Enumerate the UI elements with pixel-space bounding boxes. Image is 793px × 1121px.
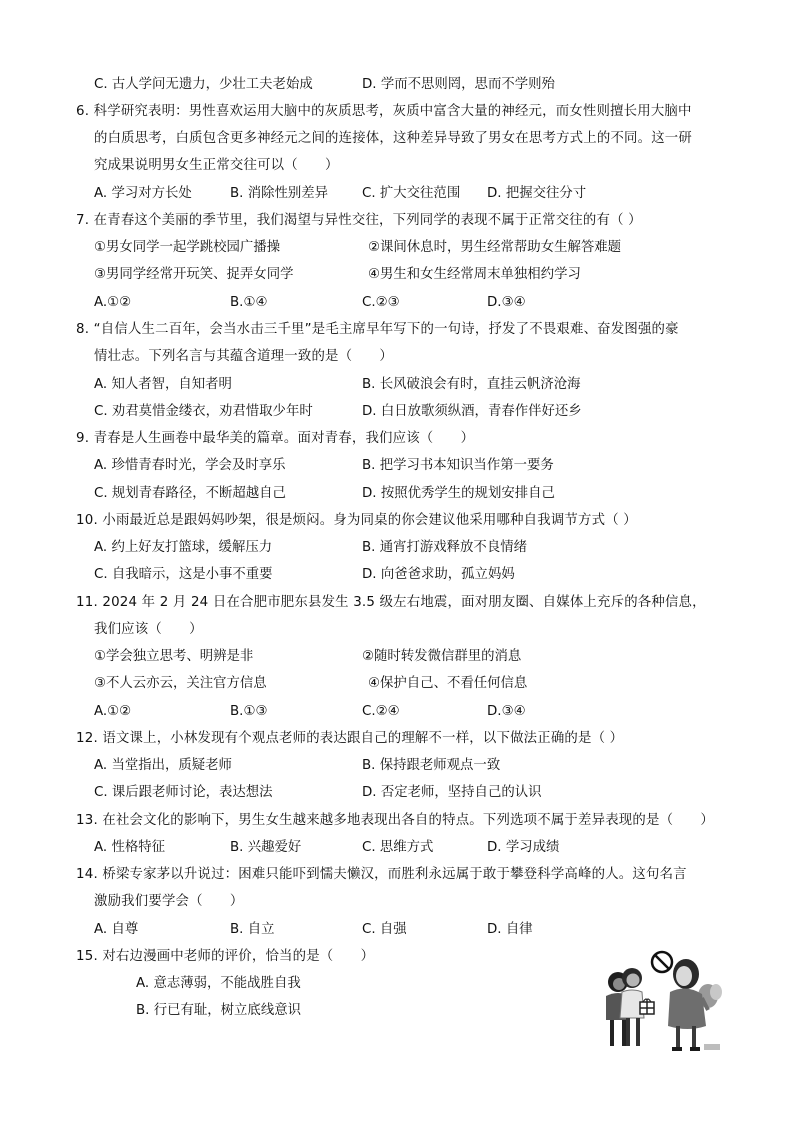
statement-4: ④男生和女生经常周末单独相约学习	[368, 267, 581, 282]
option-d: D. 自律	[487, 922, 533, 937]
option-c: C. 课后跟老师讨论，表达想法	[94, 785, 273, 800]
option-b: B. 消除性别差异	[230, 186, 329, 201]
statement-3: ③男同学经常开玩笑、捉弄女同学	[94, 267, 294, 282]
option-b: B. 长风破浪会有时，直挂云帆济沧海	[362, 377, 581, 392]
statement-3: ③不人云亦云，关注官方信息	[94, 676, 267, 691]
question-10-stem: 10. 小雨最近总是跟妈妈吵架，很是烦闷。身为同桌的你会建议他采用哪种自我调节方式（ ）	[76, 513, 637, 528]
option-b: B. 兴趣爱好	[230, 840, 302, 855]
option-d: D. 否定老师，坚持自己的认识	[362, 785, 542, 800]
option-a: A. 意志薄弱，不能战胜自我	[136, 976, 301, 991]
option-c: C. 劝君莫惜金缕衣，劝君惜取少年时	[94, 404, 313, 419]
option-d: D.③④	[487, 295, 526, 310]
option-d: D.③④	[487, 704, 526, 719]
option-b: B. 行已有耻，树立底线意识	[136, 1003, 301, 1018]
question-14-stem: 14. 桥梁专家茅以升说过：困难只能吓到懦夫懒汉，而胜利永远属于敢于攀登科学高峰的人。这句名言	[76, 867, 687, 882]
option-a: A. 性格特征	[94, 840, 165, 855]
question-11-stem-cont: 我们应该（ ）	[94, 622, 203, 637]
option-b: B.①④	[230, 295, 268, 310]
option-d: D. 把握交往分寸	[487, 186, 587, 201]
option-a: A. 知人者智，自知者明	[94, 377, 232, 392]
question-6-stem: 6. 科学研究表明：男性喜欢运用大脑中的灰质思考，灰质中富含大量的神经元，而女性则擅长用大脑中	[76, 104, 692, 119]
statement-1: ①学会独立思考、明辨是非	[94, 649, 254, 664]
option-c: C. 自我暗示，这是小事不重要	[94, 567, 273, 582]
option-a: A. 学习对方长处	[94, 186, 192, 201]
option-d: D. 按照优秀学生的规划安排自己	[362, 486, 555, 501]
option-b: B. 通宵打游戏释放不良情绪	[362, 540, 527, 555]
option-b: B. 保持跟老师观点一致	[362, 758, 501, 773]
option-a: A.①②	[94, 704, 132, 719]
option-c: C. 思维方式	[362, 840, 434, 855]
prohibition-icon	[652, 952, 672, 972]
option-c: C. 规划青春路径，不断超越自己	[94, 486, 286, 501]
question-9-stem: 9. 青春是人生画卷中最华美的篇章。面对青春，我们应该（ ）	[76, 431, 475, 446]
option-b: B.①③	[230, 704, 268, 719]
question-7-stem: 7. 在青春这个美丽的季节里，我们渴望与异性交往，下列同学的表现不属于正常交往的有（ ）	[76, 213, 642, 228]
option-c: C.②④	[362, 704, 400, 719]
option-c: C. 古人学问无遗力，少壮工夫老始成	[94, 77, 313, 92]
question-8-stem: 8. “自信人生二百年，会当水击三千里”是毛主席早年写下的一句诗，抒发了不畏艰难、奋发图强的豪	[76, 322, 679, 337]
question-12-stem: 12. 语文课上，小林发现有个观点老师的表达跟自己的理解不一样，以下做法正确的是（ ）	[76, 731, 624, 746]
question-13-stem: 13. 在社会文化的影响下，男生女生越来越多地表现出各自的特点。下列选项不属于差异表现的是（ ）	[76, 813, 714, 828]
cartoon-illustration	[598, 948, 728, 1058]
statement-4: ④保护自己、不看任何信息	[368, 676, 528, 691]
question-6-stem-cont: 究成果说明男女生正常交往可以（ ）	[94, 158, 339, 173]
option-d: D. 白日放歌须纵酒，青春作伴好还乡	[362, 404, 582, 419]
option-a: A.①②	[94, 295, 132, 310]
statement-2: ②课间休息时，男生经常帮助女生解答难题	[368, 240, 622, 255]
option-c: C. 扩大交往范围	[362, 186, 461, 201]
question-6-stem-cont: 的白质思考，白质包含更多神经元之间的连接体，这种差异导致了男女在思考方式上的不同。这一研	[94, 131, 692, 146]
option-a: A. 珍惜青春时光，学会及时享乐	[94, 458, 286, 473]
question-14-stem-cont: 激励我们要学会（ ）	[94, 894, 244, 909]
statement-1: ①男女同学一起学跳校园广播操	[94, 240, 281, 255]
statement-2: ②随时转发微信群里的消息	[362, 649, 522, 664]
option-a: A. 自尊	[94, 922, 139, 937]
question-15-stem: 15. 对右边漫画中老师的评价，恰当的是（ ）	[76, 949, 375, 964]
option-c: C.②③	[362, 295, 400, 310]
option-d: D. 向爸爸求助，孤立妈妈	[362, 567, 515, 582]
option-d: D. 学而不思则罔，思而不学则殆	[362, 77, 555, 92]
question-8-stem-cont: 情壮志。下列名言与其蕴含道理一致的是（ ）	[94, 349, 393, 364]
teacher-figure	[668, 959, 708, 1051]
option-d: D. 学习成绩	[487, 840, 560, 855]
question-11-stem: 11. 2024 年 2 月 24 日在合肥市肥东县发生 3.5 级左右地震，面对朋友圈、自媒体上充斥的各种信息，	[76, 595, 706, 610]
option-a: A. 约上好友打篮球，缓解压力	[94, 540, 273, 555]
option-b: B. 自立	[230, 922, 275, 937]
option-a: A. 当堂指出，质疑老师	[94, 758, 232, 773]
option-b: B. 把学习书本知识当作第一要务	[362, 458, 554, 473]
option-c: C. 自强	[362, 922, 407, 937]
